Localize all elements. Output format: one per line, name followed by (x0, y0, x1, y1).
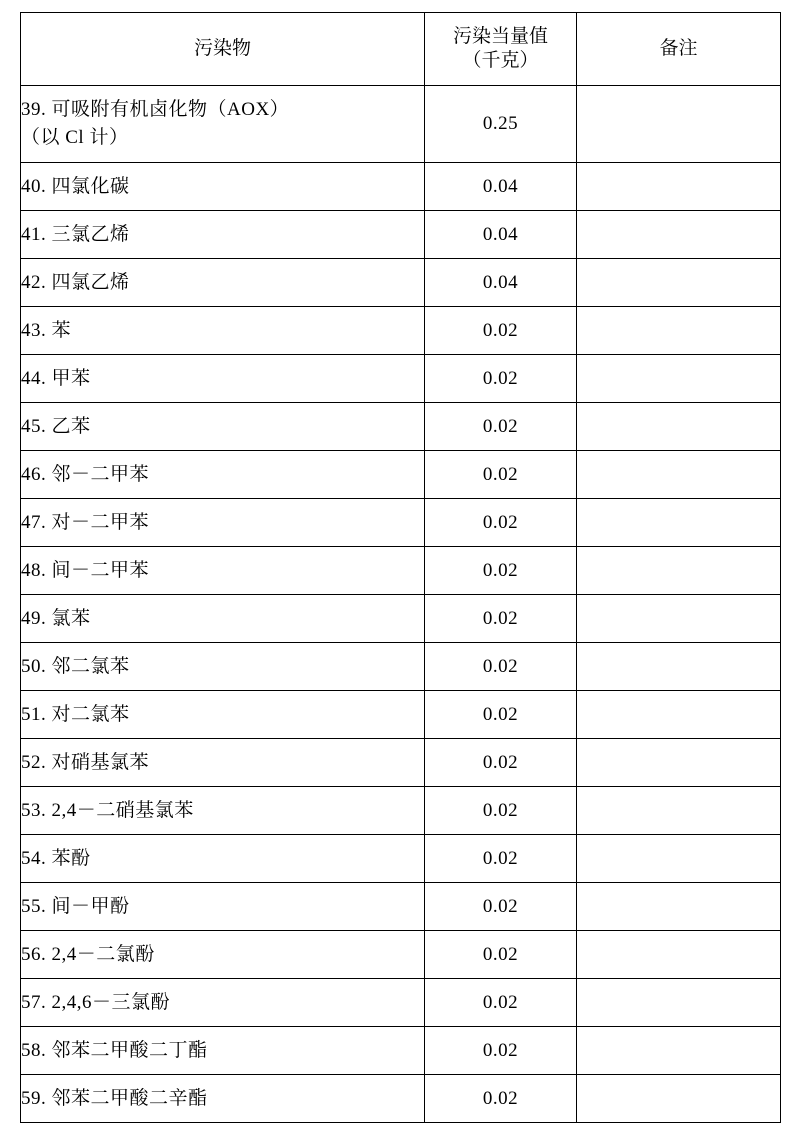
cell-note (577, 211, 781, 259)
cell-equivalent-value: 0.02 (425, 883, 577, 931)
cell-pollutant-name: 57. 2,4,6－三氯酚 (21, 979, 425, 1027)
cell-pollutant-name: 49. 氯苯 (21, 595, 425, 643)
table-row (21, 835, 781, 883)
cell-note (577, 787, 781, 835)
table-row (21, 355, 781, 403)
cell-pollutant-name: 40. 四氯化碳 (21, 163, 425, 211)
header-equivalent-value-line2: （千克） (462, 50, 539, 71)
cell-pollutant-name: 47. 对－二甲苯 (21, 499, 425, 547)
cell-pollutant-name (21, 86, 425, 163)
cell-note (577, 547, 781, 595)
cell-equivalent-value: 0.02 (425, 643, 577, 691)
cell-note (577, 595, 781, 643)
cell-pollutant-name: 58. 邻苯二甲酸二丁酯 (21, 1027, 425, 1075)
cell-note (577, 451, 781, 499)
table-row (21, 259, 781, 307)
table-row (21, 931, 781, 979)
cell-note (577, 259, 781, 307)
table-row (21, 595, 781, 643)
cell-pollutant-name: 52. 对硝基氯苯 (21, 739, 425, 787)
header-note-label: 备注 (659, 38, 698, 60)
table-row (21, 163, 781, 211)
cell-pollutant-name: 46. 邻－二甲苯 (21, 451, 425, 499)
cell-equivalent-value: 0.02 (425, 1075, 577, 1123)
cell-note (577, 499, 781, 547)
cell-note (577, 643, 781, 691)
cell-equivalent-value: 0.04 (425, 259, 577, 307)
cell-note (577, 307, 781, 355)
cell-equivalent-value: 0.04 (425, 163, 577, 211)
cell-note (577, 403, 781, 451)
cell-equivalent-value: 0.02 (425, 355, 577, 403)
cell-equivalent-value: 0.02 (425, 595, 577, 643)
pollutant-equivalent-table (20, 12, 781, 1123)
cell-equivalent-value: 0.02 (425, 691, 577, 739)
cell-equivalent-value: 0.02 (425, 835, 577, 883)
cell-note (577, 883, 781, 931)
table-row (21, 643, 781, 691)
table-row (21, 739, 781, 787)
pollutant-name-line2: （以 Cl 计） (21, 127, 129, 148)
cell-pollutant-name: 56. 2,4－二氯酚 (21, 931, 425, 979)
cell-note (577, 355, 781, 403)
cell-equivalent-value: 0.02 (425, 499, 577, 547)
cell-equivalent-value: 0.02 (425, 403, 577, 451)
table-row (21, 883, 781, 931)
cell-equivalent-value: 0.02 (425, 307, 577, 355)
cell-note (577, 979, 781, 1027)
cell-equivalent-value: 0.02 (425, 979, 577, 1027)
cell-note (577, 691, 781, 739)
cell-equivalent-value: 0.04 (425, 211, 577, 259)
cell-note (577, 835, 781, 883)
table-row (21, 451, 781, 499)
cell-equivalent-value: 0.02 (425, 931, 577, 979)
cell-pollutant-name: 50. 邻二氯苯 (21, 643, 425, 691)
table-row (21, 86, 781, 163)
cell-note (577, 739, 781, 787)
cell-equivalent-value: 0.02 (425, 547, 577, 595)
cell-note (577, 931, 781, 979)
header-equivalent-value-line1: 污染当量值 (452, 26, 548, 48)
table-header (21, 13, 781, 86)
table-row (21, 547, 781, 595)
pollutant-name-line1: 39. 可吸附有机卤化物（AOX） (21, 99, 290, 121)
cell-pollutant-name: 55. 间－甲酚 (21, 883, 425, 931)
cell-pollutant-name: 51. 对二氯苯 (21, 691, 425, 739)
cell-pollutant-name: 48. 间－二甲苯 (21, 547, 425, 595)
header-note (577, 13, 781, 86)
header-equivalent-value (425, 13, 577, 86)
cell-note (577, 163, 781, 211)
cell-equivalent-value: 0.02 (425, 451, 577, 499)
header-pollutant-label: 污染物 (193, 38, 251, 60)
table-row (21, 1027, 781, 1075)
header-row (21, 13, 781, 86)
cell-pollutant-name: 45. 乙苯 (21, 403, 425, 451)
cell-note (577, 86, 781, 163)
table-row (21, 979, 781, 1027)
table-row (21, 1075, 781, 1123)
cell-pollutant-name: 41. 三氯乙烯 (21, 211, 425, 259)
cell-equivalent-value: 0.02 (425, 787, 577, 835)
table-row (21, 307, 781, 355)
cell-pollutant-name: 59. 邻苯二甲酸二辛酯 (21, 1075, 425, 1123)
table-body (21, 86, 781, 1123)
cell-pollutant-name: 44. 甲苯 (21, 355, 425, 403)
table-row (21, 211, 781, 259)
cell-pollutant-name: 43. 苯 (21, 307, 425, 355)
cell-equivalent-value: 0.02 (425, 1027, 577, 1075)
table-row (21, 787, 781, 835)
cell-equivalent-value: 0.25 (425, 86, 577, 163)
cell-note (577, 1075, 781, 1123)
cell-pollutant-name: 53. 2,4－二硝基氯苯 (21, 787, 425, 835)
cell-equivalent-value: 0.02 (425, 739, 577, 787)
cell-note (577, 1027, 781, 1075)
table-row (21, 403, 781, 451)
table-row (21, 499, 781, 547)
cell-pollutant-name: 42. 四氯乙烯 (21, 259, 425, 307)
header-pollutant (21, 13, 425, 86)
cell-pollutant-name: 54. 苯酚 (21, 835, 425, 883)
table-row (21, 691, 781, 739)
